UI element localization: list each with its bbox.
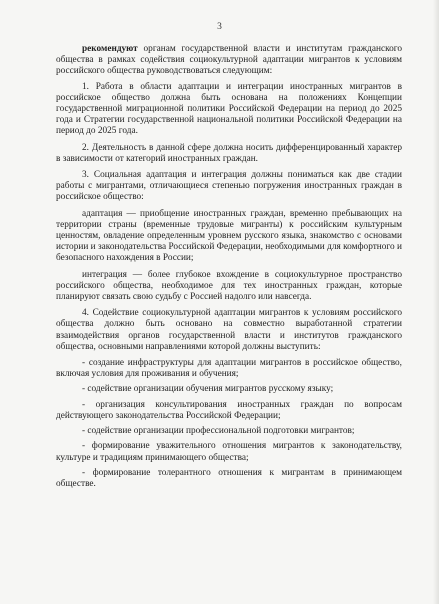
document-body (56, 44, 402, 494)
list-item-infrastructure: - создание инфраструктуры для адаптации мигрантов в российское общество, включая условия для проживания и обучения; (56, 358, 402, 380)
page-number: 3 (217, 22, 222, 32)
list-item-professional-training: - содействие организации профессиональной подготовки мигрантов; (82, 426, 355, 437)
paragraph-adaptation-definition: адаптация — приобщение иностранных граждан, временно пребывающих на территории страны (временные трудовые мигранты) к российским культурным ценностям, овладение определенным уровнем русского языка, знакомство с основами истории и законодательства Российской Федерации, необходимыми для комфортного и безопасного нахождения в России; (56, 208, 402, 264)
paragraph-4: 4. Содействие социокультурной адаптации мигрантов к условиям российского общества должно быть основано на совместно выработанной стратегии взаимодействия органов государственной власти и институтов гражданского общества, основными направлениями которой должны выступить: (56, 308, 402, 352)
list-item-legal-consulting: - организация консультирования иностранных граждан по вопросам действующего законодательства Российской Федерации; (56, 399, 402, 421)
list-item-russian-language: - содействие организации обучения мигрантов русскому языку; (82, 384, 334, 395)
intro-rest: органам государственной власти и институтам гражданского общества в рамках содействия социокультурной адаптации мигрантов к условиям российского общества руководствоваться следующим: (56, 44, 402, 77)
list-item-tolerance: - формирование толерантного отношения к мигрантам в принимающем обществе. (56, 467, 402, 489)
paragraph-integration-definition: интеграция — более глубокое вхождение в социокультурное пространство российского общества, необходимое для тех иностранных граждан, которые планируют связать свою судьбу с Россией надолго или навсегда. (56, 269, 402, 303)
intro-paragraph (56, 44, 402, 78)
paragraph-2: 2. Деятельность в данной сфере должна носить дифференцированный характер в зависимости от категорий иностранных граждан. (56, 142, 402, 164)
list-item-respect: - формирование уважительного отношения мигрантов к законодательству, культуре и традициям принимающего общества; (56, 441, 402, 463)
paragraph-3: 3. Социальная адаптация и интеграция должны пониматься как две стадии работы с мигрантами, отличающиеся степенью погружения иностранных граждан в российское общество: (56, 170, 402, 203)
page-edge-shadow (433, 0, 439, 604)
paragraph-1: 1. Работа в области адаптации и интеграции иностранных мигрантов в российское общество должна быть основана на положениях Концепции государственной миграционной политики Российской Федерации на период до 2025 года и Стратегии государственной национальной политики Российской Федерации на период до 2025 года. (56, 81, 402, 137)
intro-lead: рекомендуют (82, 44, 138, 54)
